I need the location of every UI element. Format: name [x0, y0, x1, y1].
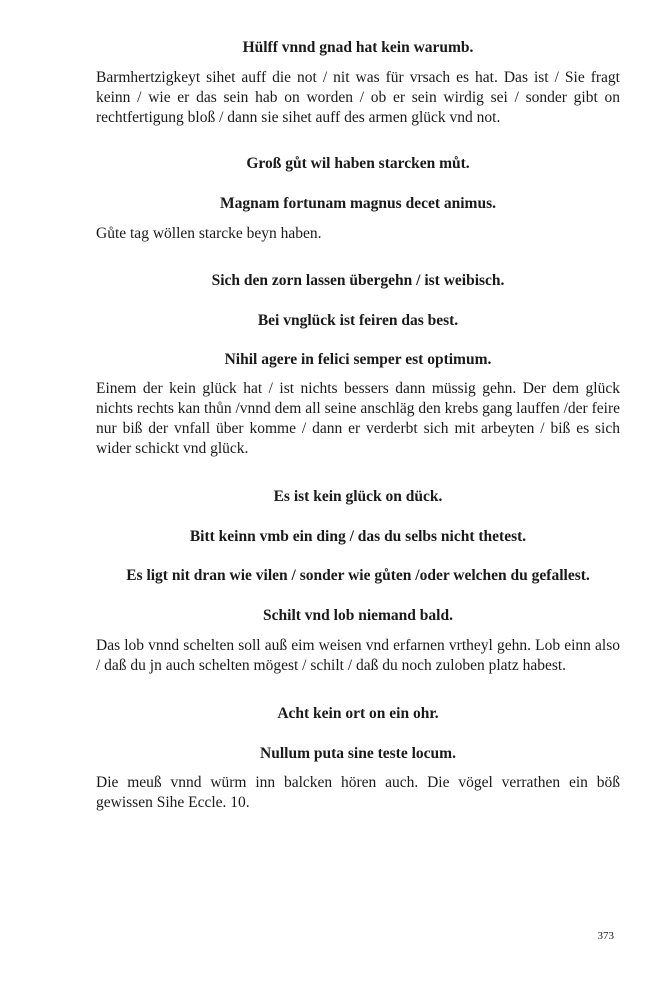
heading-huelff: Hülff vnnd gnad hat kein warumb.	[242, 39, 474, 56]
heading-acht-kein-ort: Acht kein ort on ein ohr.	[277, 705, 439, 722]
paragraph-einem: Einem der kein glück hat / ist nichts bessers dann müssig gehn. Der dem glück nichts rechts kan thůn /vnnd dem all seine anschläg den krebs gang lauffen /der feire nur biß der vnfall über komme / dann er verderbt sich mit arbeyten / biß es sich wider schickt vnd glück.	[96, 380, 620, 457]
heading-magnam-fortunam: Magnam fortunam magnus decet animus.	[220, 195, 496, 212]
heading-es-ligt: Es ligt nit dran wie vilen / sonder wie gůten /oder welchen du gefallest.	[126, 567, 590, 584]
heading-bitt-keinn: Bitt keinn vmb ein ding / das du selbs nicht thetest.	[189, 528, 527, 545]
page-number: 373	[597, 930, 614, 942]
heading-nihil-agere: Nihil agere in felici semper est optimum.	[224, 351, 492, 368]
heading-vngluck: Bei vnglück ist feiren das best.	[257, 312, 459, 329]
page-body	[96, 38, 620, 813]
paragraph-gute-tag: Gůte tag wöllen starcke beyn haben.	[96, 225, 322, 242]
heading-zorn: Sich den zorn lassen übergehn / ist weibisch.	[211, 272, 505, 289]
paragraph-barmhertzigkeyt: Barmhertzigkeyt sihet auff die not / nit was für vrsach es hat. Das ist / Sie fragt keinn / wie er das sein hab on worden / ob er sein wirdig sei / sonder gibt on rechtfertigung bloß / dann sie sihet auff des armen glück vnd not.	[96, 69, 620, 126]
heading-schilt-vnd-lob: Schilt vnd lob niemand bald.	[263, 607, 453, 624]
paragraph-das-lob: Das lob vnnd schelten soll auß eim weisen vnd erfarnen vrtheyl gehn. Lob einn also / daß du jn auch schelten mögest / schilt / daß du noch zuloben platz habest.	[96, 637, 620, 674]
heading-gluck-on-duck: Es ist kein glück on dück.	[273, 488, 443, 505]
heading-gross-gut: Groß gůt wil haben starcken můt.	[246, 155, 470, 172]
heading-nullum-puta: Nullum puta sine teste locum.	[260, 745, 456, 762]
paragraph-die-meuss: Die meuß vnnd würm inn balcken hören auch. Die vögel verrathen ein böß gewissen Sihe Eccle. 10.	[96, 774, 620, 811]
